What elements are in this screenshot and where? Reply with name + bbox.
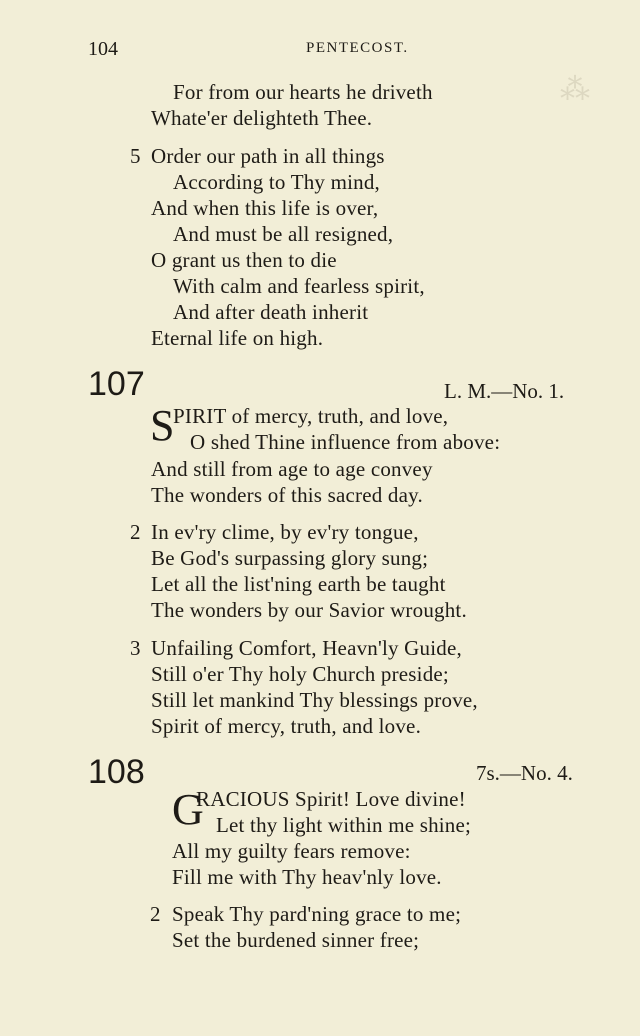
verse-line: Fill me with Thy heav'nly love. [172,865,442,889]
hymn-meter: L. M.—No. 1. [444,379,565,403]
verse-line: Unfailing Comfort, Heavn'ly Guide, [151,636,462,660]
verse-number: 5 [130,144,141,168]
verse-line: Speak Thy pard'ning grace to me; [172,902,462,926]
verse-line: PIRIT of mercy, truth, and love, [173,404,449,428]
page-number: 104 [88,38,118,60]
drop-cap: G [172,785,204,834]
hymn-number: 107 [88,365,145,403]
verse-line: Spirit of mercy, truth, and love. [151,714,422,738]
verse-line: And after death inherit [173,300,369,324]
verse-line: Set the burdened sinner free; [172,928,420,952]
verse-line: In ev'ry clime, by ev'ry tongue, [151,520,419,544]
verse-number: 2 [130,520,141,544]
verse-line: Let thy light within me shine; [216,813,472,837]
verse-line: Still o'er Thy holy Church preside; [151,662,449,686]
verse-line: Order our path in all things [151,144,385,168]
verse-line: Still let mankind Thy blessings prove, [151,688,478,712]
verse-line: RACIOUS Spirit! Love divine! [196,787,466,811]
verse-number: 2 [150,902,161,926]
verse-line: The wonders by our Savior wrought. [151,598,467,622]
running-title: PENTECOST. [306,40,409,56]
verse-line: And still from age to age convey [151,457,433,481]
verse-line: With calm and fearless spirit, [173,274,425,298]
verse-line: All my guilty fears remove: [172,839,411,863]
verse-line: Whate'er delighteth Thee. [151,106,373,130]
verse-line: Be God's surpassing glory sung; [151,546,429,570]
verse-line: And when this life is over, [151,196,379,220]
hymn-meter: 7s.—No. 4. [476,761,573,785]
verse-line: And must be all resigned, [173,222,394,246]
verse-line: Let all the list'ning earth be taught [151,572,446,596]
verse-line: For from our hearts he driveth [173,80,433,104]
verse-line: The wonders of this sacred day. [151,483,423,507]
drop-cap: S [150,401,175,450]
show-through-mark: ⁂ [560,73,590,106]
verse-line: O grant us then to die [151,248,337,272]
verse-line: Eternal life on high. [151,326,324,350]
verse-line: According to Thy mind, [173,170,380,194]
verse-line: O shed Thine influence from above: [190,430,501,454]
verse-number: 3 [130,636,141,660]
hymn-number: 108 [88,753,145,791]
